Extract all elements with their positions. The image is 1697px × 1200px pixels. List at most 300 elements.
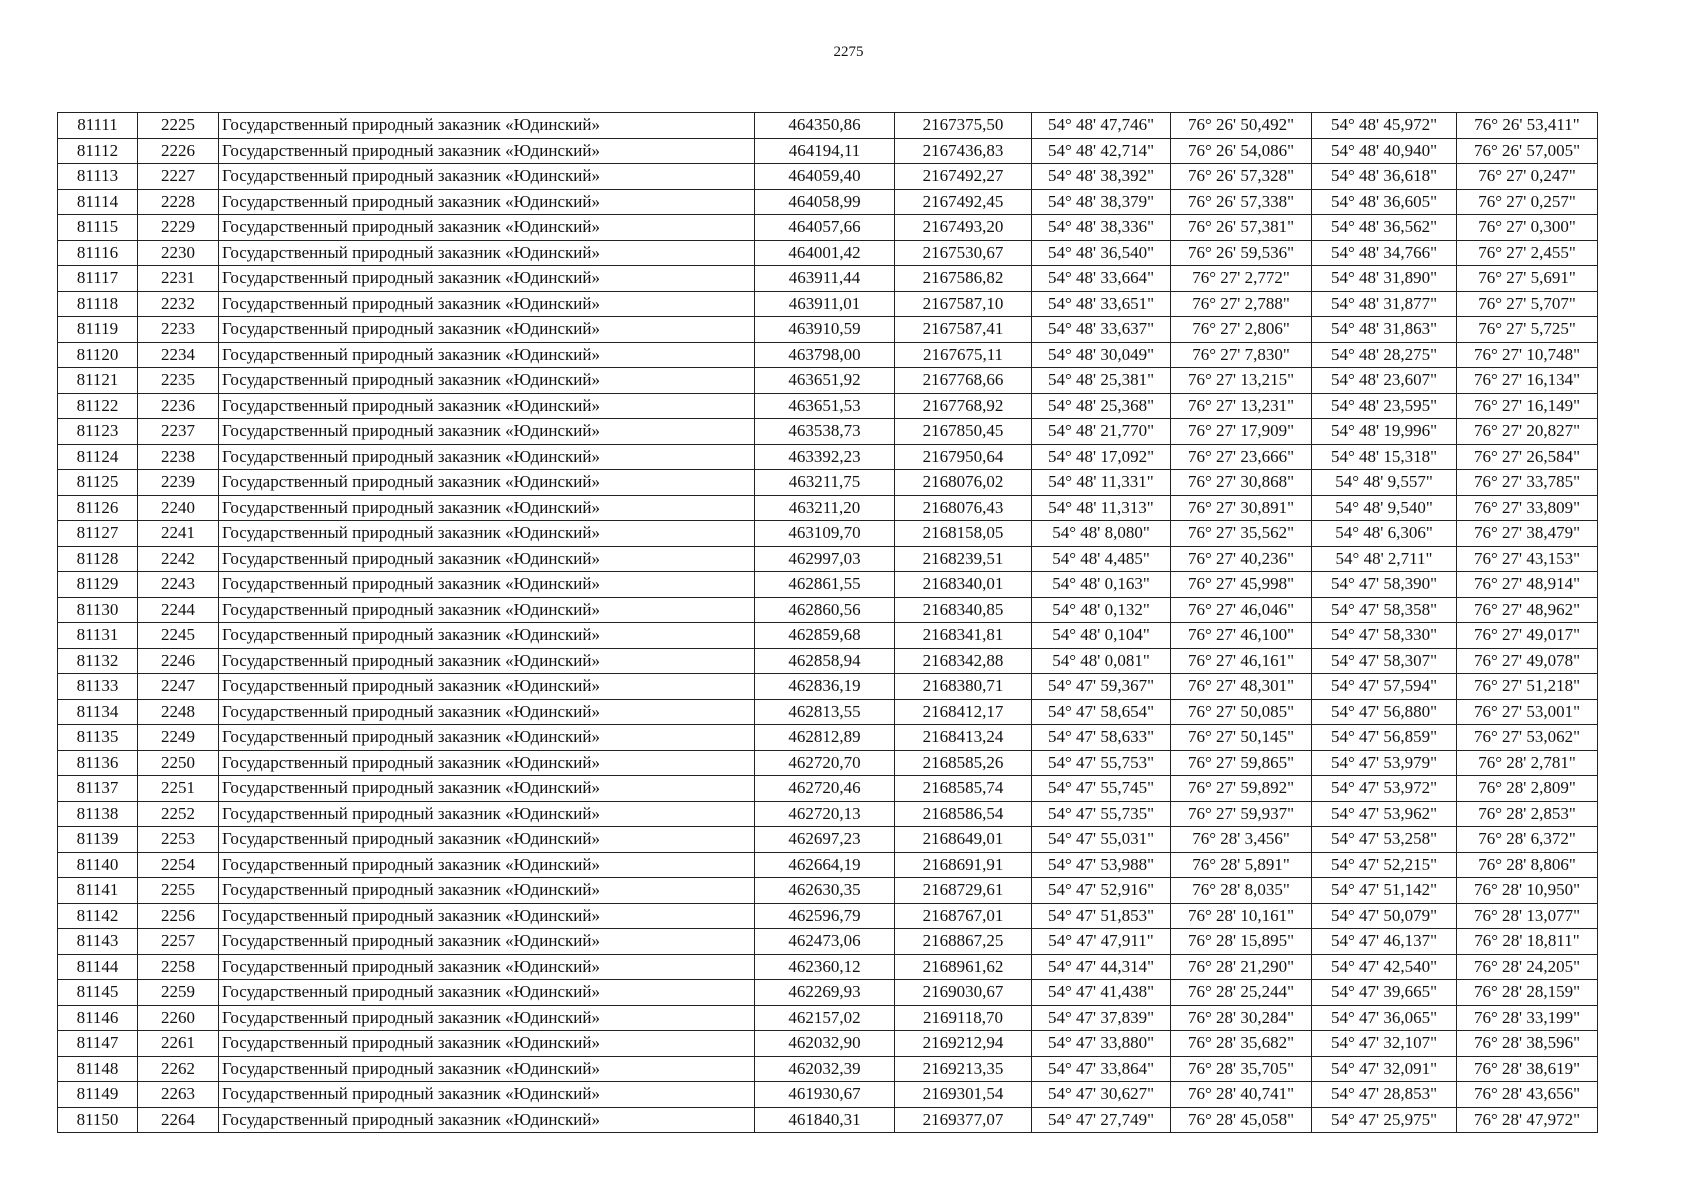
point-number-cell: 2227	[138, 164, 219, 190]
object-name-cell: Государственный природный заказник «Юдинский»	[219, 852, 755, 878]
latitude-cell: 54° 47' 47,911"	[1032, 929, 1171, 955]
point-number-cell: 2241	[138, 521, 219, 547]
point-number-cell: 2228	[138, 189, 219, 215]
object-name-cell: Государственный природный заказник «Юдинский»	[219, 291, 755, 317]
table-row	[58, 164, 1598, 190]
table-row	[58, 648, 1598, 674]
longitude-alt-cell: 76° 28' 2,809"	[1457, 776, 1598, 802]
record-id-cell: 81138	[58, 801, 138, 827]
record-id-cell: 81115	[58, 215, 138, 241]
latitude-cell: 54° 48' 36,540"	[1032, 240, 1171, 266]
record-id-cell: 81149	[58, 1082, 138, 1108]
x-coordinate-cell: 462473,06	[755, 929, 895, 955]
point-number-cell: 2249	[138, 725, 219, 751]
x-coordinate-cell: 462836,19	[755, 674, 895, 700]
point-number-cell: 2258	[138, 954, 219, 980]
longitude-cell: 76° 28' 3,456"	[1171, 827, 1312, 853]
point-number-cell: 2232	[138, 291, 219, 317]
x-coordinate-cell: 462859,68	[755, 623, 895, 649]
point-number-cell: 2245	[138, 623, 219, 649]
record-id-cell: 81135	[58, 725, 138, 751]
longitude-alt-cell: 76° 28' 2,853"	[1457, 801, 1598, 827]
object-name-cell: Государственный природный заказник «Юдинский»	[219, 419, 755, 445]
latitude-alt-cell: 54° 48' 15,318"	[1312, 444, 1457, 470]
x-coordinate-cell: 461840,31	[755, 1107, 895, 1133]
record-id-cell: 81120	[58, 342, 138, 368]
x-coordinate-cell: 462720,13	[755, 801, 895, 827]
table-row	[58, 699, 1598, 725]
latitude-cell: 54° 47' 52,916"	[1032, 878, 1171, 904]
table-row	[58, 215, 1598, 241]
x-coordinate-cell: 463911,44	[755, 266, 895, 292]
table-row	[58, 597, 1598, 623]
longitude-alt-cell: 76° 27' 5,691"	[1457, 266, 1598, 292]
x-coordinate-cell: 462997,03	[755, 546, 895, 572]
x-coordinate-cell: 462720,70	[755, 750, 895, 776]
latitude-cell: 54° 48' 0,104"	[1032, 623, 1171, 649]
record-id-cell: 81112	[58, 138, 138, 164]
latitude-cell: 54° 48' 38,336"	[1032, 215, 1171, 241]
longitude-cell: 76° 27' 59,865"	[1171, 750, 1312, 776]
y-coordinate-cell: 2168412,17	[895, 699, 1032, 725]
longitude-cell: 76° 27' 13,231"	[1171, 393, 1312, 419]
table-row	[58, 444, 1598, 470]
table-row	[58, 393, 1598, 419]
longitude-alt-cell: 76° 28' 6,372"	[1457, 827, 1598, 853]
record-id-cell: 81122	[58, 393, 138, 419]
x-coordinate-cell: 463651,92	[755, 368, 895, 394]
latitude-alt-cell: 54° 48' 45,972"	[1312, 113, 1457, 139]
longitude-cell: 76° 28' 45,058"	[1171, 1107, 1312, 1133]
table-row	[58, 725, 1598, 751]
latitude-cell: 54° 47' 41,438"	[1032, 980, 1171, 1006]
latitude-cell: 54° 47' 33,864"	[1032, 1056, 1171, 1082]
table-row	[58, 1005, 1598, 1031]
latitude-cell: 54° 47' 55,735"	[1032, 801, 1171, 827]
x-coordinate-cell: 462813,55	[755, 699, 895, 725]
longitude-alt-cell: 76° 27' 5,725"	[1457, 317, 1598, 343]
x-coordinate-cell: 462720,46	[755, 776, 895, 802]
y-coordinate-cell: 2168961,62	[895, 954, 1032, 980]
x-coordinate-cell: 462697,23	[755, 827, 895, 853]
y-coordinate-cell: 2169377,07	[895, 1107, 1032, 1133]
longitude-alt-cell: 76° 27' 16,134"	[1457, 368, 1598, 394]
point-number-cell: 2237	[138, 419, 219, 445]
object-name-cell: Государственный природный заказник «Юдинский»	[219, 470, 755, 496]
x-coordinate-cell: 462812,89	[755, 725, 895, 751]
longitude-cell: 76° 27' 35,562"	[1171, 521, 1312, 547]
table-row	[58, 266, 1598, 292]
latitude-alt-cell: 54° 48' 9,557"	[1312, 470, 1457, 496]
latitude-alt-cell: 54° 48' 31,890"	[1312, 266, 1457, 292]
y-coordinate-cell: 2168076,02	[895, 470, 1032, 496]
point-number-cell: 2225	[138, 113, 219, 139]
longitude-alt-cell: 76° 27' 49,078"	[1457, 648, 1598, 674]
y-coordinate-cell: 2167436,83	[895, 138, 1032, 164]
point-number-cell: 2234	[138, 342, 219, 368]
object-name-cell: Государственный природный заказник «Юдинский»	[219, 266, 755, 292]
table-row	[58, 623, 1598, 649]
latitude-cell: 54° 48' 0,163"	[1032, 572, 1171, 598]
table-row	[58, 495, 1598, 521]
y-coordinate-cell: 2168158,05	[895, 521, 1032, 547]
record-id-cell: 81121	[58, 368, 138, 394]
y-coordinate-cell: 2169301,54	[895, 1082, 1032, 1108]
latitude-cell: 54° 47' 53,988"	[1032, 852, 1171, 878]
point-number-cell: 2250	[138, 750, 219, 776]
latitude-alt-cell: 54° 47' 25,975"	[1312, 1107, 1457, 1133]
object-name-cell: Государственный природный заказник «Юдинский»	[219, 317, 755, 343]
object-name-cell: Государственный природный заказник «Юдинский»	[219, 648, 755, 674]
latitude-alt-cell: 54° 48' 23,607"	[1312, 368, 1457, 394]
point-number-cell: 2255	[138, 878, 219, 904]
object-name-cell: Государственный природный заказник «Юдинский»	[219, 521, 755, 547]
longitude-alt-cell: 76° 28' 47,972"	[1457, 1107, 1598, 1133]
table-row	[58, 1056, 1598, 1082]
x-coordinate-cell: 464001,42	[755, 240, 895, 266]
table-row	[58, 1031, 1598, 1057]
record-id-cell: 81127	[58, 521, 138, 547]
record-id-cell: 81137	[58, 776, 138, 802]
object-name-cell: Государственный природный заказник «Юдинский»	[219, 215, 755, 241]
latitude-alt-cell: 54° 47' 50,079"	[1312, 903, 1457, 929]
longitude-cell: 76° 27' 30,868"	[1171, 470, 1312, 496]
object-name-cell: Государственный природный заказник «Юдинский»	[219, 1107, 755, 1133]
object-name-cell: Государственный природный заказник «Юдинский»	[219, 1082, 755, 1108]
y-coordinate-cell: 2168585,74	[895, 776, 1032, 802]
x-coordinate-cell: 464058,99	[755, 189, 895, 215]
longitude-cell: 76° 28' 25,244"	[1171, 980, 1312, 1006]
point-number-cell: 2262	[138, 1056, 219, 1082]
longitude-cell: 76° 27' 7,830"	[1171, 342, 1312, 368]
y-coordinate-cell: 2167492,45	[895, 189, 1032, 215]
object-name-cell: Государственный природный заказник «Юдинский»	[219, 929, 755, 955]
record-id-cell: 81123	[58, 419, 138, 445]
longitude-cell: 76° 27' 2,806"	[1171, 317, 1312, 343]
y-coordinate-cell: 2167492,27	[895, 164, 1032, 190]
record-id-cell: 81141	[58, 878, 138, 904]
longitude-cell: 76° 27' 45,998"	[1171, 572, 1312, 598]
longitude-cell: 76° 28' 15,895"	[1171, 929, 1312, 955]
latitude-cell: 54° 48' 33,651"	[1032, 291, 1171, 317]
longitude-cell: 76° 28' 10,161"	[1171, 903, 1312, 929]
longitude-cell: 76° 28' 21,290"	[1171, 954, 1312, 980]
point-number-cell: 2247	[138, 674, 219, 700]
table-row	[58, 342, 1598, 368]
point-number-cell: 2246	[138, 648, 219, 674]
record-id-cell: 81143	[58, 929, 138, 955]
latitude-cell: 54° 47' 37,839"	[1032, 1005, 1171, 1031]
latitude-cell: 54° 47' 55,031"	[1032, 827, 1171, 853]
latitude-cell: 54° 48' 38,379"	[1032, 189, 1171, 215]
y-coordinate-cell: 2168649,01	[895, 827, 1032, 853]
latitude-alt-cell: 54° 48' 28,275"	[1312, 342, 1457, 368]
table-row	[58, 674, 1598, 700]
object-name-cell: Государственный природный заказник «Юдинский»	[219, 393, 755, 419]
longitude-cell: 76° 27' 46,100"	[1171, 623, 1312, 649]
page-number: 2275	[833, 44, 864, 60]
longitude-cell: 76° 27' 2,788"	[1171, 291, 1312, 317]
latitude-alt-cell: 54° 47' 36,065"	[1312, 1005, 1457, 1031]
table-row	[58, 750, 1598, 776]
x-coordinate-cell: 461930,67	[755, 1082, 895, 1108]
y-coordinate-cell: 2169213,35	[895, 1056, 1032, 1082]
x-coordinate-cell: 462664,19	[755, 852, 895, 878]
record-id-cell: 81140	[58, 852, 138, 878]
longitude-alt-cell: 76° 27' 43,153"	[1457, 546, 1598, 572]
table-row	[58, 827, 1598, 853]
object-name-cell: Государственный природный заказник «Юдинский»	[219, 776, 755, 802]
object-name-cell: Государственный природный заказник «Юдинский»	[219, 164, 755, 190]
record-id-cell: 81117	[58, 266, 138, 292]
x-coordinate-cell: 462360,12	[755, 954, 895, 980]
table-row	[58, 419, 1598, 445]
latitude-cell: 54° 47' 33,880"	[1032, 1031, 1171, 1057]
longitude-cell: 76° 26' 50,492"	[1171, 113, 1312, 139]
object-name-cell: Государственный природный заказник «Юдинский»	[219, 827, 755, 853]
object-name-cell: Государственный природный заказник «Юдинский»	[219, 980, 755, 1006]
longitude-cell: 76° 27' 40,236"	[1171, 546, 1312, 572]
point-number-cell: 2235	[138, 368, 219, 394]
longitude-cell: 76° 27' 2,772"	[1171, 266, 1312, 292]
latitude-cell: 54° 47' 44,314"	[1032, 954, 1171, 980]
latitude-alt-cell: 54° 47' 57,594"	[1312, 674, 1457, 700]
longitude-alt-cell: 76° 27' 33,809"	[1457, 495, 1598, 521]
latitude-cell: 54° 48' 11,331"	[1032, 470, 1171, 496]
record-id-cell: 81128	[58, 546, 138, 572]
latitude-cell: 54° 48' 38,392"	[1032, 164, 1171, 190]
latitude-cell: 54° 48' 42,714"	[1032, 138, 1171, 164]
object-name-cell: Государственный природный заказник «Юдинский»	[219, 189, 755, 215]
latitude-alt-cell: 54° 48' 23,595"	[1312, 393, 1457, 419]
latitude-alt-cell: 54° 48' 36,562"	[1312, 215, 1457, 241]
latitude-cell: 54° 47' 55,753"	[1032, 750, 1171, 776]
longitude-cell: 76° 28' 35,682"	[1171, 1031, 1312, 1057]
table-row	[58, 546, 1598, 572]
object-name-cell: Государственный природный заказник «Юдинский»	[219, 138, 755, 164]
latitude-alt-cell: 54° 47' 56,859"	[1312, 725, 1457, 751]
object-name-cell: Государственный природный заказник «Юдинский»	[219, 699, 755, 725]
latitude-cell: 54° 48' 33,664"	[1032, 266, 1171, 292]
x-coordinate-cell: 462858,94	[755, 648, 895, 674]
y-coordinate-cell: 2167586,82	[895, 266, 1032, 292]
longitude-cell: 76° 28' 8,035"	[1171, 878, 1312, 904]
object-name-cell: Государственный природный заказник «Юдинский»	[219, 725, 755, 751]
x-coordinate-cell: 463798,00	[755, 342, 895, 368]
y-coordinate-cell: 2168340,85	[895, 597, 1032, 623]
longitude-alt-cell: 76° 28' 38,619"	[1457, 1056, 1598, 1082]
record-id-cell: 81113	[58, 164, 138, 190]
x-coordinate-cell: 462860,56	[755, 597, 895, 623]
y-coordinate-cell: 2167675,11	[895, 342, 1032, 368]
latitude-cell: 54° 47' 51,853"	[1032, 903, 1171, 929]
latitude-alt-cell: 54° 47' 32,091"	[1312, 1056, 1457, 1082]
latitude-alt-cell: 54° 47' 58,307"	[1312, 648, 1457, 674]
longitude-cell: 76° 27' 48,301"	[1171, 674, 1312, 700]
longitude-alt-cell: 76° 27' 2,455"	[1457, 240, 1598, 266]
object-name-cell: Государственный природный заказник «Юдинский»	[219, 878, 755, 904]
latitude-alt-cell: 54° 47' 39,665"	[1312, 980, 1457, 1006]
longitude-alt-cell: 76° 28' 24,205"	[1457, 954, 1598, 980]
longitude-alt-cell: 76° 27' 38,479"	[1457, 521, 1598, 547]
latitude-cell: 54° 48' 11,313"	[1032, 495, 1171, 521]
object-name-cell: Государственный природный заказник «Юдинский»	[219, 572, 755, 598]
x-coordinate-cell: 463211,75	[755, 470, 895, 496]
y-coordinate-cell: 2168585,26	[895, 750, 1032, 776]
longitude-cell: 76° 27' 50,085"	[1171, 699, 1312, 725]
longitude-alt-cell: 76° 27' 16,149"	[1457, 393, 1598, 419]
table-row	[58, 138, 1598, 164]
table-row	[58, 113, 1598, 139]
latitude-cell: 54° 47' 59,367"	[1032, 674, 1171, 700]
longitude-alt-cell: 76° 27' 26,584"	[1457, 444, 1598, 470]
record-id-cell: 81144	[58, 954, 138, 980]
longitude-alt-cell: 76° 28' 43,656"	[1457, 1082, 1598, 1108]
y-coordinate-cell: 2168586,54	[895, 801, 1032, 827]
record-id-cell: 81146	[58, 1005, 138, 1031]
longitude-cell: 76° 27' 46,046"	[1171, 597, 1312, 623]
record-id-cell: 81142	[58, 903, 138, 929]
longitude-cell: 76° 26' 57,338"	[1171, 189, 1312, 215]
longitude-cell: 76° 27' 59,892"	[1171, 776, 1312, 802]
object-name-cell: Государственный природный заказник «Юдинский»	[219, 903, 755, 929]
point-number-cell: 2242	[138, 546, 219, 572]
latitude-cell: 54° 47' 55,745"	[1032, 776, 1171, 802]
table-body	[58, 113, 1598, 1133]
latitude-alt-cell: 54° 47' 28,853"	[1312, 1082, 1457, 1108]
y-coordinate-cell: 2167375,50	[895, 113, 1032, 139]
point-number-cell: 2231	[138, 266, 219, 292]
longitude-alt-cell: 76° 26' 57,005"	[1457, 138, 1598, 164]
table-row	[58, 954, 1598, 980]
latitude-alt-cell: 54° 47' 58,390"	[1312, 572, 1457, 598]
latitude-alt-cell: 54° 48' 36,618"	[1312, 164, 1457, 190]
latitude-alt-cell: 54° 48' 34,766"	[1312, 240, 1457, 266]
longitude-alt-cell: 76° 27' 33,785"	[1457, 470, 1598, 496]
record-id-cell: 81136	[58, 750, 138, 776]
table-row	[58, 1107, 1598, 1133]
longitude-alt-cell: 76° 27' 0,257"	[1457, 189, 1598, 215]
latitude-alt-cell: 54° 47' 53,258"	[1312, 827, 1457, 853]
longitude-alt-cell: 76° 28' 33,199"	[1457, 1005, 1598, 1031]
longitude-cell: 76° 27' 30,891"	[1171, 495, 1312, 521]
latitude-alt-cell: 54° 47' 53,972"	[1312, 776, 1457, 802]
table-row	[58, 776, 1598, 802]
point-number-cell: 2236	[138, 393, 219, 419]
x-coordinate-cell: 463538,73	[755, 419, 895, 445]
latitude-alt-cell: 54° 47' 53,962"	[1312, 801, 1457, 827]
latitude-alt-cell: 54° 48' 36,605"	[1312, 189, 1457, 215]
record-id-cell: 81124	[58, 444, 138, 470]
latitude-cell: 54° 47' 58,633"	[1032, 725, 1171, 751]
table-row	[58, 929, 1598, 955]
longitude-alt-cell: 76° 27' 48,914"	[1457, 572, 1598, 598]
table-row	[58, 980, 1598, 1006]
point-number-cell: 2226	[138, 138, 219, 164]
object-name-cell: Государственный природный заказник «Юдинский»	[219, 495, 755, 521]
longitude-alt-cell: 76° 28' 8,806"	[1457, 852, 1598, 878]
object-name-cell: Государственный природный заказник «Юдинский»	[219, 342, 755, 368]
longitude-cell: 76° 27' 13,215"	[1171, 368, 1312, 394]
record-id-cell: 81133	[58, 674, 138, 700]
longitude-alt-cell: 76° 28' 10,950"	[1457, 878, 1598, 904]
point-number-cell: 2252	[138, 801, 219, 827]
table-row	[58, 903, 1598, 929]
latitude-alt-cell: 54° 48' 40,940"	[1312, 138, 1457, 164]
x-coordinate-cell: 462596,79	[755, 903, 895, 929]
y-coordinate-cell: 2167950,64	[895, 444, 1032, 470]
longitude-alt-cell: 76° 27' 0,247"	[1457, 164, 1598, 190]
record-id-cell: 81148	[58, 1056, 138, 1082]
latitude-cell: 54° 48' 4,485"	[1032, 546, 1171, 572]
object-name-cell: Государственный природный заказник «Юдинский»	[219, 546, 755, 572]
table-row	[58, 801, 1598, 827]
longitude-alt-cell: 76° 28' 13,077"	[1457, 903, 1598, 929]
object-name-cell: Государственный природный заказник «Юдинский»	[219, 623, 755, 649]
record-id-cell: 81116	[58, 240, 138, 266]
x-coordinate-cell: 464194,11	[755, 138, 895, 164]
x-coordinate-cell: 463109,70	[755, 521, 895, 547]
y-coordinate-cell: 2167587,10	[895, 291, 1032, 317]
longitude-alt-cell: 76° 27' 49,017"	[1457, 623, 1598, 649]
table-row	[58, 291, 1598, 317]
object-name-cell: Государственный природный заказник «Юдинский»	[219, 240, 755, 266]
longitude-alt-cell: 76° 27' 48,962"	[1457, 597, 1598, 623]
latitude-alt-cell: 54° 48' 31,863"	[1312, 317, 1457, 343]
point-number-cell: 2248	[138, 699, 219, 725]
y-coordinate-cell: 2167768,66	[895, 368, 1032, 394]
point-number-cell: 2263	[138, 1082, 219, 1108]
record-id-cell: 81118	[58, 291, 138, 317]
latitude-cell: 54° 47' 58,654"	[1032, 699, 1171, 725]
y-coordinate-cell: 2169118,70	[895, 1005, 1032, 1031]
y-coordinate-cell: 2167530,67	[895, 240, 1032, 266]
latitude-cell: 54° 48' 8,080"	[1032, 521, 1171, 547]
table-row	[58, 572, 1598, 598]
point-number-cell: 2239	[138, 470, 219, 496]
longitude-cell: 76° 26' 59,536"	[1171, 240, 1312, 266]
table-row	[58, 189, 1598, 215]
record-id-cell: 81150	[58, 1107, 138, 1133]
point-number-cell: 2257	[138, 929, 219, 955]
table-row	[58, 1082, 1598, 1108]
x-coordinate-cell: 463392,23	[755, 444, 895, 470]
point-number-cell: 2264	[138, 1107, 219, 1133]
latitude-alt-cell: 54° 47' 58,330"	[1312, 623, 1457, 649]
y-coordinate-cell: 2168380,71	[895, 674, 1032, 700]
latitude-alt-cell: 54° 47' 46,137"	[1312, 929, 1457, 955]
point-number-cell: 2238	[138, 444, 219, 470]
y-coordinate-cell: 2167493,20	[895, 215, 1032, 241]
latitude-cell: 54° 48' 21,770"	[1032, 419, 1171, 445]
x-coordinate-cell: 462032,90	[755, 1031, 895, 1057]
longitude-cell: 76° 28' 40,741"	[1171, 1082, 1312, 1108]
y-coordinate-cell: 2168413,24	[895, 725, 1032, 751]
longitude-alt-cell: 76° 27' 0,300"	[1457, 215, 1598, 241]
x-coordinate-cell: 464059,40	[755, 164, 895, 190]
point-number-cell: 2256	[138, 903, 219, 929]
latitude-alt-cell: 54° 47' 53,979"	[1312, 750, 1457, 776]
y-coordinate-cell: 2169212,94	[895, 1031, 1032, 1057]
table-row	[58, 368, 1598, 394]
x-coordinate-cell: 464057,66	[755, 215, 895, 241]
latitude-cell: 54° 48' 17,092"	[1032, 444, 1171, 470]
x-coordinate-cell: 462032,39	[755, 1056, 895, 1082]
y-coordinate-cell: 2168867,25	[895, 929, 1032, 955]
y-coordinate-cell: 2167850,45	[895, 419, 1032, 445]
x-coordinate-cell: 462861,55	[755, 572, 895, 598]
longitude-cell: 76° 26' 57,328"	[1171, 164, 1312, 190]
